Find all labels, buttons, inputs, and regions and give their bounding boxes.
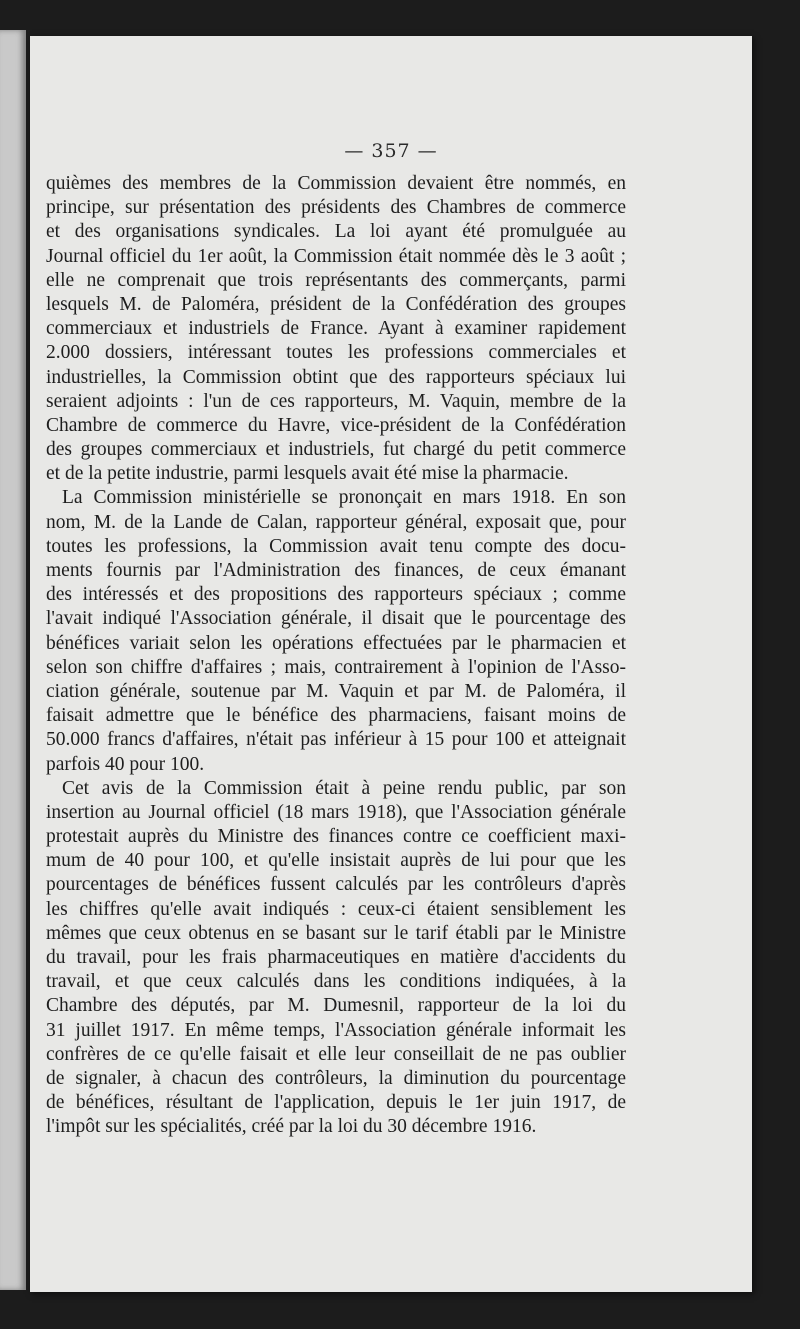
- text-line: quièmes des membres de la Commission devaient être nommés, en: [46, 173, 626, 194]
- text-line: 50.000 francs d'affaires, n'était pas inférieur à 15 pour 100 et atteignait: [46, 729, 626, 751]
- text-line: des groupes commerciaux et industriels, fut chargé du petit commerce: [46, 439, 626, 461]
- text-line: ments fournis par l'Administration des finances, de ceux émanant: [46, 560, 626, 581]
- text-line: principe, sur présentation des présidents des Chambres de commerce: [46, 197, 626, 219]
- text-line: de signaler, à chacun des contrôleurs, la diminution du pourcentage: [46, 1067, 626, 1089]
- text-line: commerciaux et industriels de France. Ayant à examiner rapidement: [46, 318, 626, 340]
- text-line: travail, et que ceux calculés dans les conditions indiquées, à la: [46, 971, 626, 993]
- paragraph: [46, 486, 626, 776]
- text-line: Cet avis de la Commission était à peine rendu public, par son: [62, 777, 626, 799]
- text-line: du travail, pour les frais pharmaceutiques en matière d'accidents du: [46, 947, 626, 968]
- text-line: insertion au Journal officiel (18 mars 1918), que l'Association générale: [46, 801, 626, 823]
- text-line: parfois 40 pour 100.: [46, 753, 205, 775]
- text-line: faisait admettre que le bénéfice des pharmaciens, faisant moins de: [46, 705, 626, 727]
- text-line: confrères de ce qu'elle faisait et elle leur conseillait de ne pas oublier: [46, 1043, 626, 1065]
- text-line: toutes les professions, la Commission avait tenu compte des docu-: [46, 535, 626, 557]
- facing-page-edge: [0, 30, 26, 1290]
- text-line: mêmes que ceux obtenus en se basant sur le tarif établi par le Ministre: [46, 922, 626, 944]
- text-line: bénéfices variait selon les opérations effectuées par le pharmacien et: [46, 632, 626, 654]
- text-line: mum de 40 pour 100, et qu'elle insistait auprès de lui pour que les: [46, 850, 626, 872]
- text-line: ciation générale, soutenue par M. Vaquin et par M. de Paloméra, il: [46, 680, 626, 702]
- body-text: [46, 172, 626, 1140]
- text-line: seraient adjoints : l'un de ces rapporteurs, M. Vaquin, membre de la: [46, 390, 626, 412]
- text-line: et des organisations syndicales. La loi ayant été promulguée au: [46, 221, 626, 243]
- text-line: protestait auprès du Ministre des finances contre ce coefficient maxi-: [46, 826, 626, 848]
- text-line: 2.000 dossiers, intéressant toutes les professions commerciales et: [46, 342, 626, 364]
- text-line: Journal officiel du 1er août, la Commission était nommée dès le 3 août ;: [46, 245, 626, 267]
- text-line: elle ne comprenait que trois représentants des commerçants, parmi: [46, 269, 626, 291]
- text-line: Chambre des députés, par M. Dumesnil, rapporteur de la loi du: [46, 995, 626, 1017]
- text-line: des intéressés et des propositions des rapporteurs spéciaux ; comme: [46, 584, 626, 606]
- text-line: de bénéfices, résultant de l'application, depuis le 1er juin 1917, de: [46, 1092, 626, 1114]
- text-line: l'avait indiqué l'Association générale, il disait que le pourcentage des: [46, 608, 626, 630]
- book-page: [30, 36, 752, 1292]
- text-line: selon son chiffre d'affaires ; mais, contrairement à l'opinion de l'Asso-: [46, 656, 626, 678]
- text-line: nom, M. de la Lande de Calan, rapporteur général, exposait que, pour: [46, 511, 626, 533]
- text-line: les chiffres qu'elle avait indiqués : ceux-ci étaient sensiblement les: [46, 898, 626, 920]
- paragraph: [46, 777, 626, 1140]
- text-line: l'impôt sur les spécialités, créé par la loi du 30 décembre 1916.: [46, 1116, 537, 1138]
- text-line: pourcentages de bénéfices fussent calculés par les contrôleurs d'après: [46, 874, 626, 896]
- paragraph: [46, 172, 626, 486]
- text-line: La Commission ministérielle se prononçait en mars 1918. En son: [62, 487, 626, 509]
- text-line: industrielles, la Commission obtint que des rapporteurs spéciaux lui: [46, 366, 626, 388]
- page-number: — 357 —: [344, 140, 438, 162]
- text-line: 31 juillet 1917. En même temps, l'Association générale informait les: [46, 1019, 626, 1041]
- text-line: lesquels M. de Paloméra, président de la Confédération des groupes: [46, 293, 626, 315]
- text-line: Chambre de commerce du Havre, vice-président de la Confédération: [46, 414, 626, 436]
- text-line: et de la petite industrie, parmi lesquels avait été mise la pharmacie.: [46, 463, 569, 485]
